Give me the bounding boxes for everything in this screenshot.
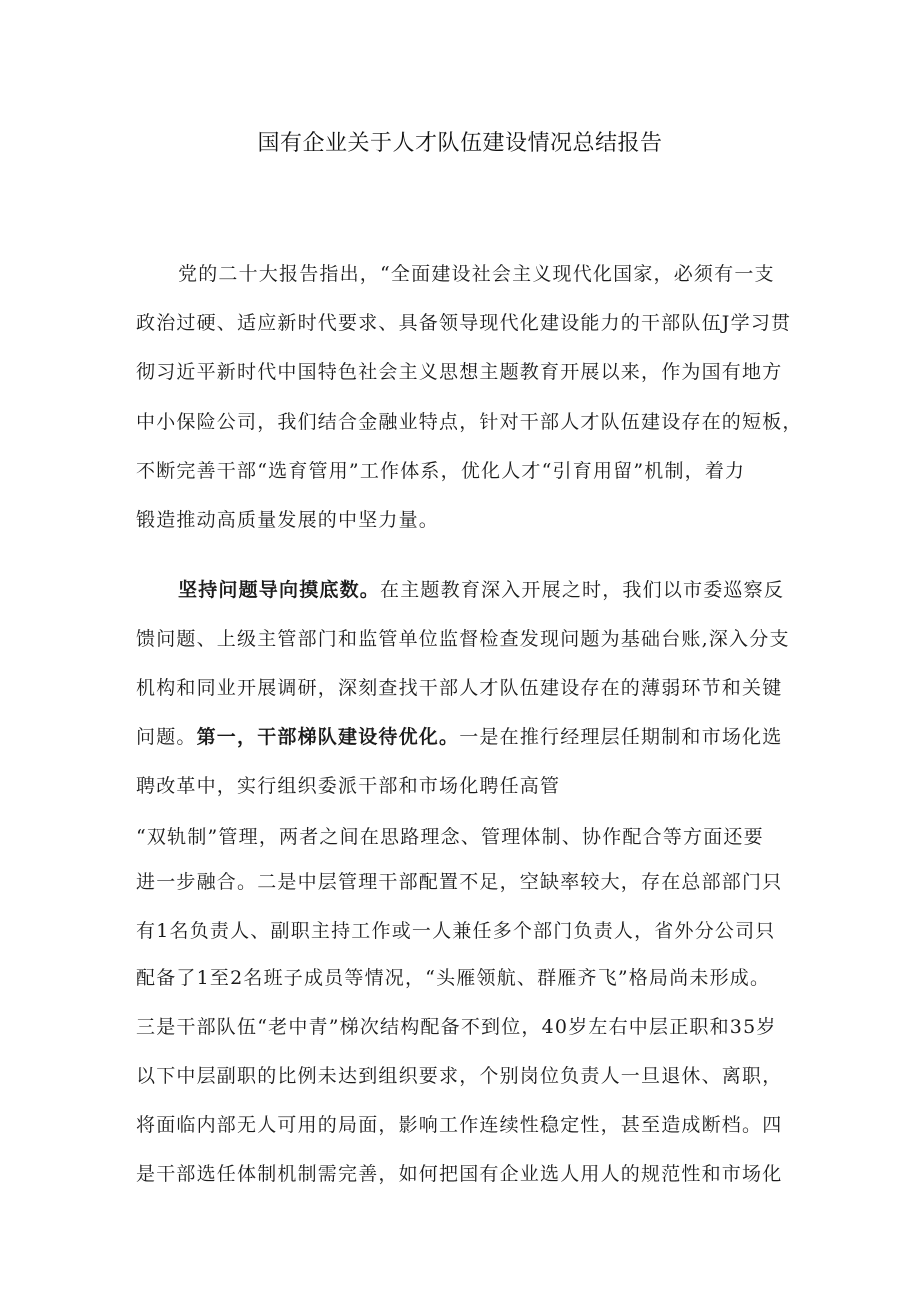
paragraph-2-heading: 坚持问题导向摸底数。 <box>178 579 381 601</box>
paragraph-2-line-11: 以下中层副职的比例未达到组织要求，个别岗位负责人一旦退休、离职， <box>136 1065 783 1087</box>
paragraph-1-line-3: 彻习近平新时代中国特色社会主义思想主题教育开展以来，作为国有地方 <box>136 361 783 383</box>
paragraph-1-line-6: 锻造推动高质量发展的中坚力量。 <box>136 509 440 531</box>
paragraph-2-line-5: 聘改革中，实行组织委派干部和市场化聘任高管 <box>136 775 561 797</box>
paragraph-2-line-10: 三是干部队伍“老中青”梯次结构配备不到位，40岁左右中层正职和35岁 <box>136 1016 777 1038</box>
paragraph-2-line-13: 是干部选任体制机制需完善，如何把国有企业选人用人的规范性和市场化 <box>136 1163 783 1185</box>
paragraph-2-line-4 <box>136 725 796 749</box>
paragraph-2-line-1-text: 在主题教育深入开展之时，我们以市委巡察反 <box>380 579 785 601</box>
paragraph-2-line-9: 配备了1至2名班子成员等情况，“头雁领航、群雁齐飞”格局尚未形成。 <box>136 967 771 989</box>
paragraph-1-line-4: 中小保险公司，我们结合金融业特点，针对干部人才队伍建设存在的短板， <box>136 411 803 433</box>
paragraph-2-line-7: 进一步融合。二是中层管理干部配置不足，空缺率较大，存在总部部门只 <box>136 871 783 893</box>
paragraph-2-line-12: 将面临内部无人可用的局面，影响工作连续性稳定性，甚至造成断档。四 <box>136 1114 783 1136</box>
paragraph-2-line-4-text: 一是在推行经理层任期制和市场化选 <box>459 726 783 748</box>
paragraph-1-line-1: 党的二十大报告指出，“全面建设社会主义现代化国家，必须有一支 <box>178 263 775 285</box>
paragraph-1-line-5: 不断完善干部“选育管用”工作体系，优化人才“引育用留”机制，着力 <box>136 460 746 482</box>
paragraph-2-line-2: 馈问题、上级主管部门和监管单位监督检查发现问题为基础台账,深入分支 <box>136 628 790 650</box>
paragraph-2-line-8: 有1名负责人、副职主持工作或一人兼任多个部门负责人，省外分公司只 <box>136 920 776 942</box>
paragraph-2-subheading: 第一，干部梯队建设待优化。 <box>196 726 460 748</box>
paragraph-2-line-4-pre: 问题。 <box>136 726 197 748</box>
document-title: 国有企业关于人才队伍建设情况总结报告 <box>257 131 663 156</box>
paragraph-2-line-3: 机构和同业开展调研，深刻查找干部人才队伍建设存在的薄弱环节和关键 <box>136 677 783 699</box>
paragraph-1-line-2: 政治过硬、适应新时代要求、具备领导现代化建设能力的干部队伍J学习贯 <box>136 312 792 334</box>
paragraph-2-line-1 <box>178 578 798 602</box>
paragraph-2-line-6: “双轨制”管理，两者之间在思路理念、管理体制、协作配合等方面还要 <box>136 826 764 848</box>
